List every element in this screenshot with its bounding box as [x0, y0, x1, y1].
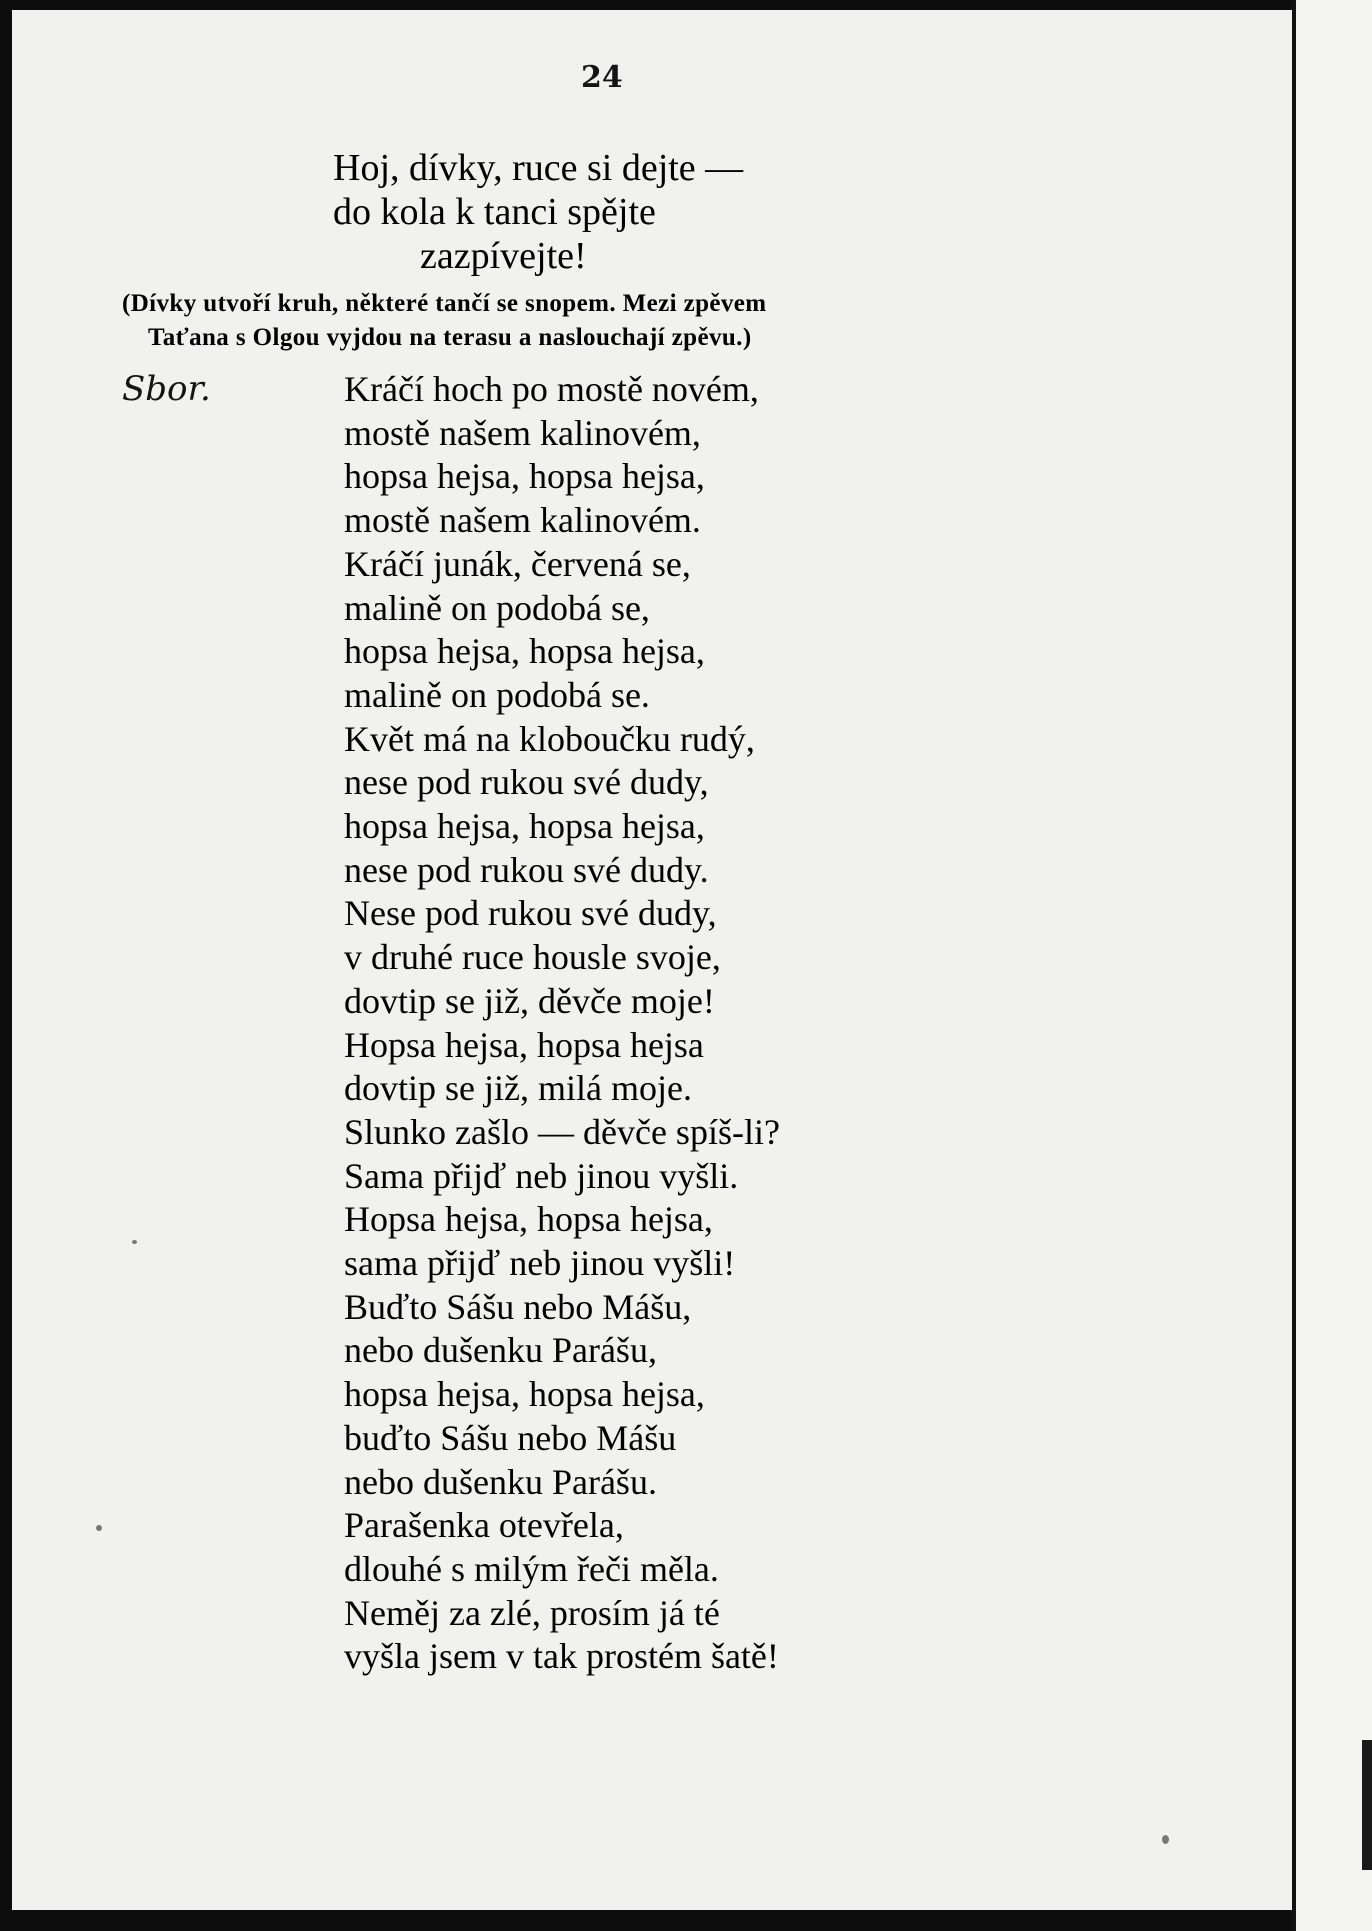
song-line: malině on podobá se,: [344, 587, 650, 628]
print-speck: [132, 1240, 137, 1244]
song-line: Parašenka otevřela,: [344, 1505, 624, 1546]
song-line: nese pod rukou své dudy.: [344, 849, 709, 890]
page-number: 24: [581, 60, 623, 95]
song-line: buďto Sášu nebo Mášu: [344, 1417, 677, 1458]
song-line: nebo dušenku Parášu,: [344, 1330, 657, 1371]
song-line: mostě našem kalinovém,: [344, 412, 701, 453]
page-edge-mark: [1362, 1740, 1372, 1870]
song-line: sama přijď neb jinou vyšli!: [344, 1243, 736, 1284]
stage-direction-line: Taťana s Olgou vyjdou na terasu a naslouchají zpěvu.): [148, 324, 752, 351]
song-line: Nese pod rukou své dudy,: [344, 893, 717, 934]
verse-line: zazpívejte!: [420, 235, 587, 277]
speaker-label: Sbor.: [122, 369, 211, 409]
stage-direction-line: (Dívky utvoří kruh, některé tančí se snopem. Mezi zpěvem: [122, 290, 767, 317]
song-line: hopsa hejsa, hopsa hejsa,: [344, 806, 705, 847]
song-line: Slunko zašlo — děvče spíš-li?: [344, 1111, 780, 1152]
song-line: Květ má na kloboučku rudý,: [344, 718, 755, 759]
song-line: Kráčí junák, červená se,: [344, 543, 691, 584]
song-line: dovtip se již, milá moje.: [344, 1068, 692, 1109]
song-line: v druhé ruce housle svoje,: [344, 937, 721, 978]
stage-direction: [122, 287, 767, 355]
song-line: hopsa hejsa, hopsa hejsa,: [344, 1374, 705, 1415]
adjacent-page-edge: [1292, 0, 1372, 1931]
song-line: Kráčí hoch po mostě novém,: [344, 369, 759, 409]
song-line: Buďto Sášu nebo Mášu,: [344, 1286, 692, 1327]
song-line: vyšla jsem v tak prostém šatě!: [344, 1636, 779, 1677]
song-line: malině on podobá se.: [344, 674, 650, 715]
song-line: Hopsa hejsa, hopsa hejsa: [344, 1024, 704, 1065]
song-verse: [344, 368, 780, 1679]
print-speck: [96, 1525, 102, 1531]
song-line: Neměj za zlé, prosím já té: [344, 1592, 720, 1633]
song-line: nese pod rukou své dudy,: [344, 762, 709, 803]
song-line: hopsa hejsa, hopsa hejsa,: [344, 456, 705, 497]
song-line: dovtip se již, děvče moje!: [344, 980, 715, 1021]
verse-line: Hoj, dívky, ruce si dejte —: [333, 147, 744, 189]
song-line: hopsa hejsa, hopsa hejsa,: [344, 631, 705, 672]
book-page: [12, 10, 1292, 1910]
intro-verse: [333, 146, 743, 278]
print-speck: [1162, 1835, 1169, 1844]
song-line: dlouhé s milým řeči měla.: [344, 1548, 719, 1589]
verse-line: do kola k tanci spějte: [333, 191, 656, 233]
song-line: Sama přijď neb jinou vyšli.: [344, 1155, 739, 1196]
song-line: nebo dušenku Parášu.: [344, 1461, 657, 1502]
song-line: Hopsa hejsa, hopsa hejsa,: [344, 1199, 713, 1240]
song-line: mostě našem kalinovém.: [344, 500, 701, 541]
